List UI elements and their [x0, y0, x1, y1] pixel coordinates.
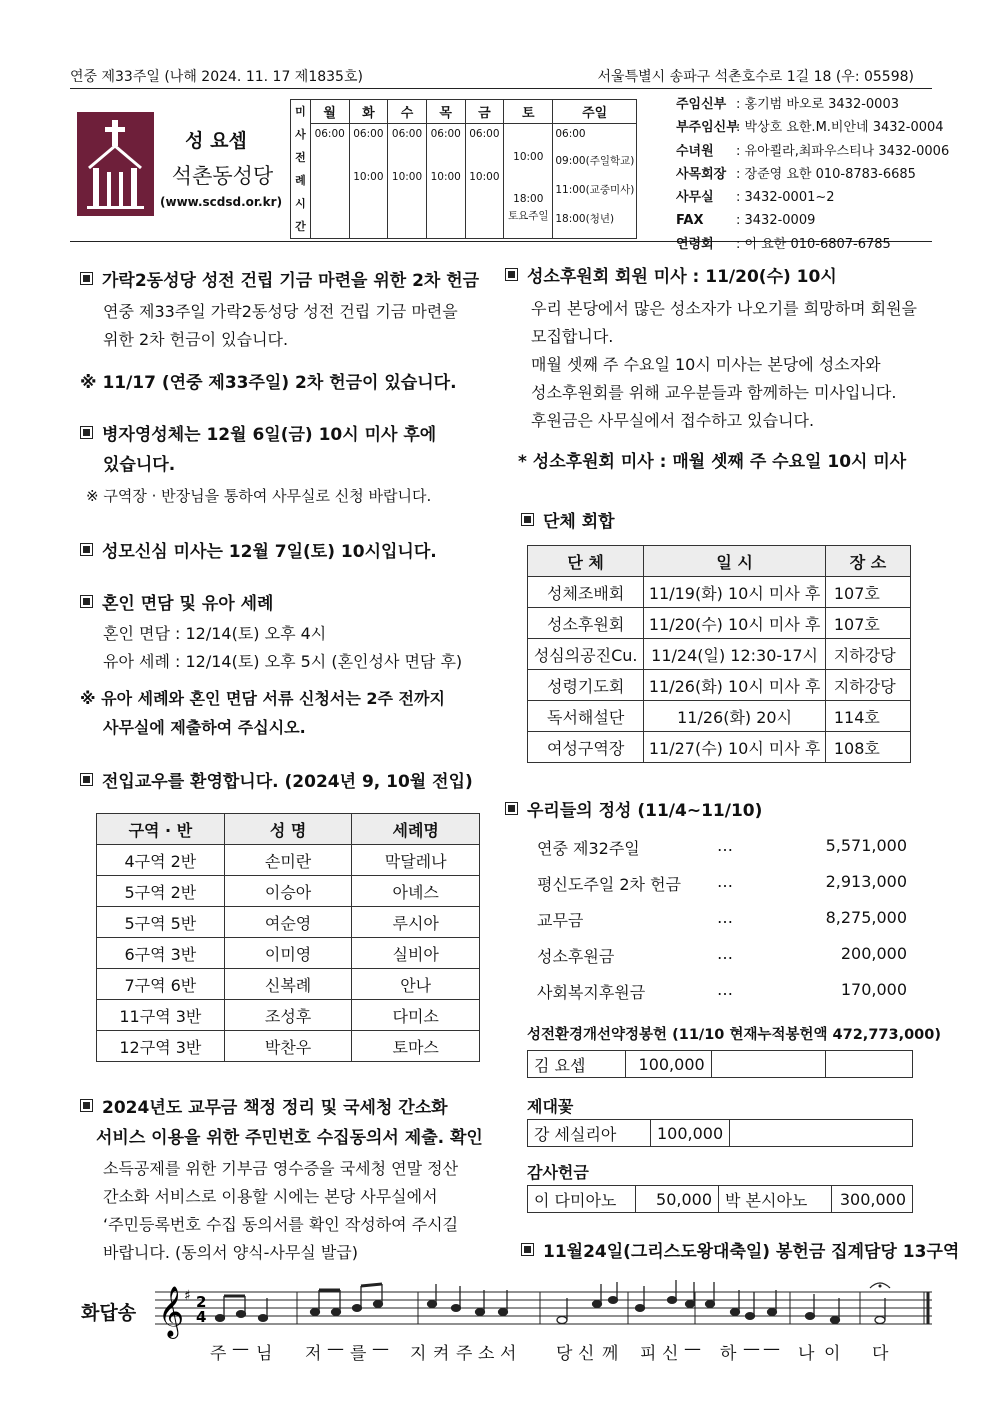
table-row: 11구역 3반 조성후 다미소	[97, 1000, 480, 1031]
paragraph: 유아 세례 : 12/14(토) 오후 5시 (혼인성사 면담 후)	[103, 652, 463, 671]
list-item: 성소후원금 … 200,000	[537, 944, 907, 966]
section-title: 가락2동성당 성전 건립 기금 마련을 위한 2차 헌금	[80, 266, 479, 291]
issue-info: 연중 제33주일 (나해 2024. 11. 17 제1835호)	[70, 69, 363, 85]
paragraph: 혼인 면담 : 12/14(토) 오후 4시	[103, 624, 327, 643]
paragraph: 연중 제33주일 가락2동성당 성전 건립 기금 마련을	[103, 302, 458, 321]
note: ※ 구역장 · 반장님을 통하여 사무실로 신청 바랍니다.	[86, 487, 432, 505]
lyric-syllable: 님	[256, 1344, 273, 1364]
note: * 성소후원회 미사 : 매월 셋째 주 수요일 10시 미사	[518, 452, 907, 472]
lyric-syllable: —	[743, 1339, 760, 1359]
paragraph: 바랍니다. (동의서 양식-사무실 발급)	[103, 1243, 358, 1262]
offering-list	[537, 836, 907, 1016]
section-title: 11월24일(그리스도왕대축일) 봉헌금 집계담당 13구역	[521, 1237, 959, 1262]
lyric-syllable: —	[232, 1339, 249, 1359]
sharp-icon: ♯	[184, 1288, 191, 1304]
day-fri: 금	[465, 100, 504, 124]
contact-list	[676, 93, 949, 256]
fri-times: 06:00 10:00	[465, 124, 504, 239]
lyric-syllable: 께	[602, 1344, 619, 1364]
col-header: 장 소	[825, 546, 910, 577]
lyric-syllable: —	[684, 1339, 701, 1359]
lyric-syllable: 소	[478, 1344, 495, 1364]
day-sat: 토	[504, 100, 553, 124]
section-title: 혼인 면담 및 유아 세례	[80, 589, 273, 614]
table-row: 강 세실리아 100,000	[528, 1120, 913, 1147]
section-title: 단체 회합	[521, 507, 615, 532]
lyric-syllable: —	[763, 1339, 780, 1359]
lyric-syllable: 하	[720, 1344, 737, 1364]
church-name-1: 성 요셉	[185, 130, 247, 152]
lyric-syllable: 신	[578, 1344, 595, 1364]
section-title: 성모신심 미사는 12월 7일(토) 10시입니다.	[80, 537, 437, 562]
music-staff	[150, 1278, 940, 1348]
day-sun: 주일	[553, 100, 637, 124]
top-rule	[70, 88, 932, 89]
mon-times: 06:00	[310, 124, 349, 239]
fund-label: 성전환경개선약정봉헌 (11/10 현재누적봉헌액 472,773,000)	[527, 1027, 941, 1043]
col-header: 구역 · 반	[97, 814, 225, 845]
church-url[interactable]: (www.scdsd.or.kr)	[160, 195, 283, 209]
square-bullet-icon	[80, 426, 93, 439]
address: 서울특별시 송파구 석촌호수로 1길 18 (우: 05598)	[597, 69, 914, 85]
paragraph: 매월 셋째 주 수요일 10시 미사는 본당에 성소자와	[531, 355, 881, 374]
table-row: 독서해설단 11/26(화) 20시 114호	[528, 701, 911, 732]
altar-flower-label: 제대꽃	[527, 1097, 574, 1116]
lyric-syllable: —	[372, 1339, 389, 1359]
square-bullet-icon	[80, 272, 93, 285]
col-header: 일 시	[644, 546, 826, 577]
list-item: 연중 제32주일 … 5,571,000	[537, 836, 907, 858]
square-bullet-icon	[521, 513, 534, 526]
table-row: 성소후원회 11/20(수) 10시 미사 후 107호	[528, 608, 911, 639]
lyric-syllable: 지	[410, 1344, 427, 1364]
lyric-syllable: 이	[824, 1344, 841, 1364]
lyric-syllable: 신	[662, 1344, 679, 1364]
table-row: 성체조배회 11/19(화) 10시 미사 후 107호	[528, 577, 911, 608]
lyric-syllable: 다	[872, 1344, 889, 1364]
paragraph: ‘주민등록번호 수집 동의서를 확인 작성하여 주시길	[103, 1215, 459, 1234]
list-item: 사회복지후원금 … 170,000	[537, 980, 907, 1002]
thanks-table	[527, 1185, 913, 1213]
section-title-cont: 있습니다.	[103, 455, 176, 475]
section-title: 우리들의 정성 (11/4~11/10)	[505, 796, 762, 821]
newcomer-table	[96, 813, 480, 1062]
sat-times: 10:00 18:00 토요주일	[504, 124, 553, 239]
table-row: 6구역 3반 이미영 실비아	[97, 938, 480, 969]
square-bullet-icon	[80, 543, 93, 556]
note: 사무실에 제출하여 주십시오.	[103, 718, 306, 737]
notes	[216, 1280, 886, 1324]
thanks-label: 감사헌금	[527, 1163, 589, 1182]
church-name-2: 석촌동성당	[171, 164, 274, 188]
note: ※ 11/17 (연중 제33주일) 2차 헌금이 있습니다.	[80, 373, 457, 393]
note: ※ 유아 세례와 혼인 면담 서류 신청서는 2주 전까지	[80, 689, 445, 708]
paragraph: 성소후원회를 위해 교우분들과 함께하는 미사입니다.	[531, 383, 897, 402]
table-row: 여성구역장 11/27(수) 10시 미사 후 108호	[528, 732, 911, 763]
contact-row: FAX : 3432-0009	[676, 213, 816, 229]
wed-times: 06:00 10:00	[388, 124, 427, 239]
lyric-syllable: 를	[350, 1344, 367, 1364]
table-row: 4구역 2반 손미란 막달레나	[97, 845, 480, 876]
paragraph: 위한 2차 헌금이 있습니다.	[103, 330, 289, 349]
mass-schedule-table	[290, 99, 637, 239]
lyric-syllable: 피	[640, 1344, 657, 1364]
lyric-syllable: 주	[456, 1344, 473, 1364]
thu-times: 06:00 10:00	[426, 124, 465, 239]
section-title-cont: 서비스 이용을 위한 주민번호 수집동의서 제출. 확인	[96, 1128, 483, 1148]
section-title: 병자영성체는 12월 6일(금) 10시 미사 후에	[80, 420, 436, 445]
altar-flower-table	[527, 1119, 913, 1147]
time-signature: 4	[196, 1308, 207, 1326]
schedule-side-label: 미 사 전 례 시 간	[291, 100, 311, 239]
lyric-syllable: 주	[210, 1344, 227, 1364]
meeting-table	[527, 545, 911, 763]
col-header: 단 체	[528, 546, 644, 577]
church-logo-icon	[77, 112, 154, 216]
paragraph: 소득공제를 위한 기부금 영수증을 국세청 연말 정산	[103, 1159, 459, 1178]
psalm-label: 화답송	[81, 1302, 137, 1324]
table-row: 5구역 2반 이승아 아녜스	[97, 876, 480, 907]
section-title: 성소후원회 회원 미사 : 11/20(수) 10시	[505, 262, 837, 287]
table-row: 이 다미아노 50,000 박 본시아노 300,000	[528, 1186, 913, 1213]
day-tue: 화	[349, 100, 388, 124]
lyric-syllable: 나	[798, 1344, 815, 1364]
day-mon: 월	[310, 100, 349, 124]
table-row: 12구역 3반 박찬우 토마스	[97, 1031, 480, 1062]
square-bullet-icon	[80, 773, 93, 786]
contact-row: 연령회 : 이 요한 010-6807-6785	[676, 236, 891, 252]
col-header: 성 명	[224, 814, 352, 845]
contact-row: 수녀원 : 유아쾰라,최파우스티나 3432-0006	[676, 143, 950, 159]
contact-row: 부주임신부: 박상호 요한.M.비안네 3432-0004	[676, 120, 944, 136]
tue-times: 06:00 10:00	[349, 124, 388, 239]
square-bullet-icon	[80, 595, 93, 608]
lyric-syllable: 저	[305, 1344, 322, 1364]
treble-clef-icon: 𝄞	[158, 1286, 185, 1337]
table-row: 7구역 6반 신복례 안나	[97, 969, 480, 1000]
contact-row: 사목회장 : 장준영 요한 010-8783-6685	[676, 166, 916, 182]
square-bullet-icon	[80, 1099, 93, 1112]
fermata-dot	[879, 1285, 882, 1288]
table-row: 5구역 5반 여순영 루시아	[97, 907, 480, 938]
paragraph: 간소화 서비스로 이용할 시에는 본당 사무실에서	[103, 1187, 438, 1206]
square-bullet-icon	[521, 1243, 534, 1256]
section-title: 2024년도 교무금 책정 정리 및 국세청 간소화	[80, 1093, 448, 1118]
table-row: 성심의공진Cu. 11/24(일) 12:30-17시 지하강당	[528, 639, 911, 670]
table-row: 성령기도회 11/26(화) 10시 미사 후 지하강당	[528, 670, 911, 701]
table-row: 김 요셉 100,000	[528, 1051, 913, 1078]
square-bullet-icon	[505, 802, 518, 815]
list-item: 교무금 … 8,275,000	[537, 908, 907, 930]
church-logo	[77, 112, 154, 216]
contact-row: 주임신부 : 홍기범 바오로 3432-0003	[676, 97, 899, 112]
day-thu: 목	[426, 100, 465, 124]
list-item: 평신도주일 2차 헌금 … 2,913,000	[537, 872, 907, 894]
col-header: 세례명	[352, 814, 480, 845]
lyric-syllable: 서	[500, 1344, 517, 1364]
contact-row: 사무실 : 3432-0001~2	[676, 190, 835, 206]
paragraph: 모집합니다.	[531, 327, 614, 346]
square-bullet-icon	[505, 268, 518, 281]
time-signature: 2	[196, 1293, 207, 1311]
day-wed: 수	[388, 100, 427, 124]
lyric-syllable: —	[327, 1339, 344, 1359]
section-title: 전입교우를 환영합니다. (2024년 9, 10월 전입)	[80, 767, 473, 792]
lyric-syllable: 당	[556, 1344, 573, 1364]
fund-table	[527, 1050, 913, 1078]
lyric-syllable: 켜	[433, 1344, 450, 1364]
sun-times: 06:00 09:00(주일학교) 11:00(교중미사) 18:00(청년)	[553, 124, 637, 239]
paragraph: 후원금은 사무실에서 접수하고 있습니다.	[531, 411, 815, 430]
paragraph: 우리 본당에서 많은 성소자가 나오기를 희망하며 회원을	[531, 299, 918, 318]
